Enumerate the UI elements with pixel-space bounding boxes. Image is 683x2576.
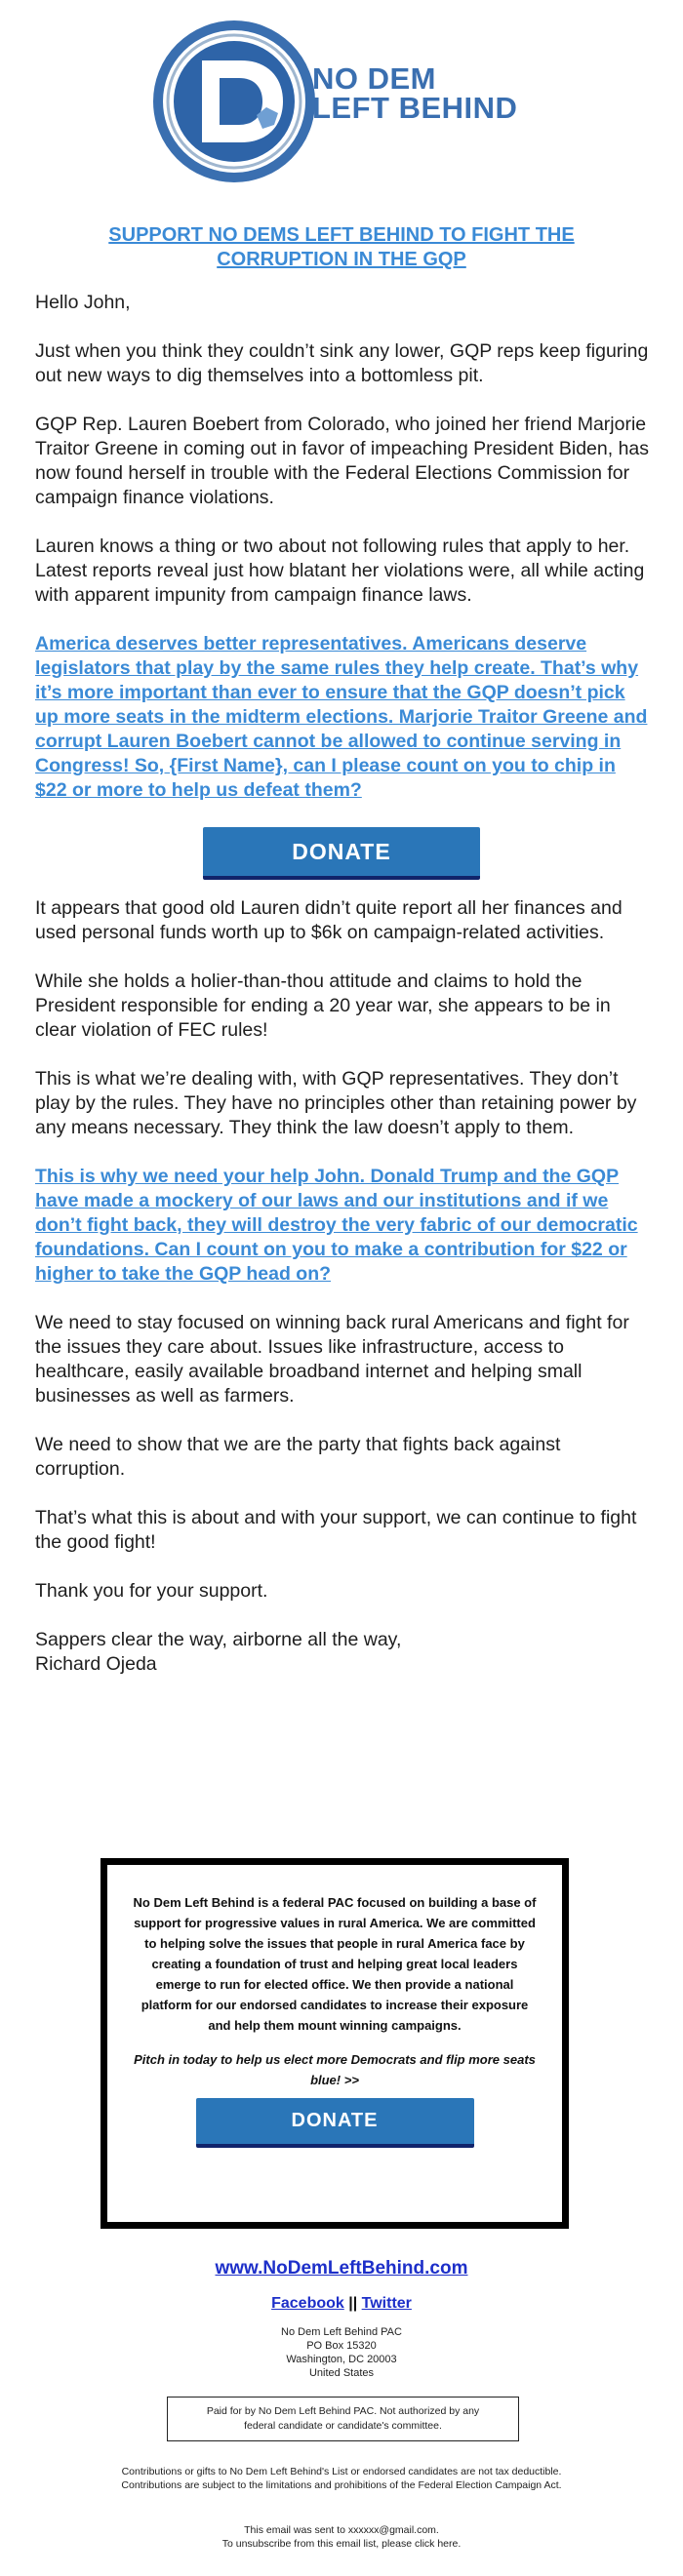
pac-description: No Dem Left Behind is a federal PAC focused on building a base of support for progressive values in rural America. We are committed to helping solve the issues that people in rural America face by creating a foundation of trust and helping great local leaders emerge to run for elected office. We then provide a national platform for our endorsed candidates to increase their exposure and help them mount winning campaigns. [133,1895,537,2033]
body-paragraph: We need to show that we are the party that fights back against corruption. [35,1434,561,1480]
disclaimer-line-2: Contributions are subject to the limitations and prohibitions of the Federal Election Campaign Act. [121,2479,562,2491]
website-link[interactable]: www.NoDemLeftBehind.com [215,2258,468,2279]
paid-for-line-1: Paid for by No Dem Left Behind PAC. Not authorized by any [206,2405,480,2417]
tax-disclaimer [0,2465,683,2492]
signer-name: Richard Ojeda [35,1653,157,1675]
address-po-box: PO Box 15320 [306,2340,377,2352]
sent-to-notice: This email was sent to xxxxxx@gmail.com. [244,2524,439,2536]
signature [35,1628,650,1677]
social-links [0,2295,683,2313]
body-paragraph: That’s what this is about and with your support, we can continue to fight the good fight! [35,1507,637,1553]
body-paragraph: GQP Rep. Lauren Boebert from Colorado, who joined her friend Marjorie Traitor Greene in coming out in favor of impeaching President Biden, has now found herself in trouble with the Federal Elections Commission for campaign finance violations. [35,414,650,508]
pac-cta: Pitch in today to help us elect more Democrats and flip more seats blue! >> [134,2052,536,2087]
address-country: United States [308,2367,375,2379]
donation-ask-link-2[interactable]: This is why we need your help John. Donald Trump and the GQP have made a mockery of our laws and our institutions and if we don’t fight back, they will destroy the very fabric of our democratic foundations. Can I count on you to make a contribution for $22 or higher to take the GQP head on? [35,1166,638,1285]
headline-link[interactable]: SUPPORT NO DEMS LEFT BEHIND TO FIGHT THE CORRUPTION IN THE GQP [108,224,575,270]
address-city: Washington, DC 20003 [286,2354,397,2365]
body-paragraph: This is what we’re dealing with, with GQP representatives. They don’t play by the rules. They have no principles other than retaining power by any means necessary. They think the law doesn’t apply to them. [35,1068,637,1138]
body-paragraph: While she holds a holier-than-thou attitude and claims to hold the President responsible for ending a 20 year war, she appears to be in clear violation of FEC rules! [35,971,611,1041]
email-footer-notice [0,2523,683,2551]
donation-ask-link-1[interactable]: America deserves better representatives. Americans deserve legislators that play by the same rules they help create. That’s why it’s more important than ever to ensure that the GQP doesn’t pick up more seats in the midterm elections. Marjorie Traitor Greene and corrupt Lauren Boebert cannot be allowed to continue serving in Congress! So, {First Name}, can I please count on you to chip in $22 or more to help us defeat them? [35,633,648,801]
body-paragraph: Just when you think they couldn’t sink any lower, GQP reps keep figuring out new ways to dig themselves into a bottomless pit. [35,340,649,386]
body-paragraph: Thank you for your support. [35,1580,268,1602]
pac-info-box [100,1858,569,2229]
donate-button-secondary[interactable]: DONATE [196,2098,474,2148]
twitter-link[interactable]: Twitter [361,2295,412,2312]
donate-button[interactable]: DONATE [203,827,480,880]
social-separator: || [348,2295,358,2312]
disclaimer-line-1: Contributions or gifts to No Dem Left Behind's List or endorsed candidates are not tax deductible. [121,2466,562,2477]
body-paragraph: Lauren knows a thing or two about not following rules that apply to her. Latest reports reveal just how blatant her violations were, all while acting with apparent impunity from campaign finance laws. [35,535,645,606]
address-name: No Dem Left Behind PAC [281,2326,402,2338]
logo-d-emblem-icon [151,14,317,189]
email-body [35,291,650,1701]
body-paragraph: We need to stay focused on winning back rural Americans and fight for the issues they care about. Issues like infrastructure, access to healthcare, easily available broadband internet and helping small businesses as well as farmers. [35,1312,629,1407]
logo-line-1: NO DEM [312,61,436,96]
unsubscribe-link[interactable]: To unsubscribe from this email list, please click here. [221,2538,462,2550]
facebook-link[interactable]: Facebook [271,2295,344,2312]
logo-line-2: LEFT BEHIND [312,91,518,125]
mailing-address [0,2325,683,2380]
paid-for-line-2: federal candidate or candidate's committee. [244,2420,442,2432]
logo [151,14,542,189]
signoff: Sappers clear the way, airborne all the way, [35,1629,402,1650]
logo-wordmark [312,61,518,125]
body-paragraph: It appears that good old Lauren didn’t quite report all her finances and used personal funds worth up to $6k on campaign-related activities. [35,897,623,943]
greeting: Hello John, [35,292,131,313]
paid-for-disclaimer-box [167,2397,519,2441]
